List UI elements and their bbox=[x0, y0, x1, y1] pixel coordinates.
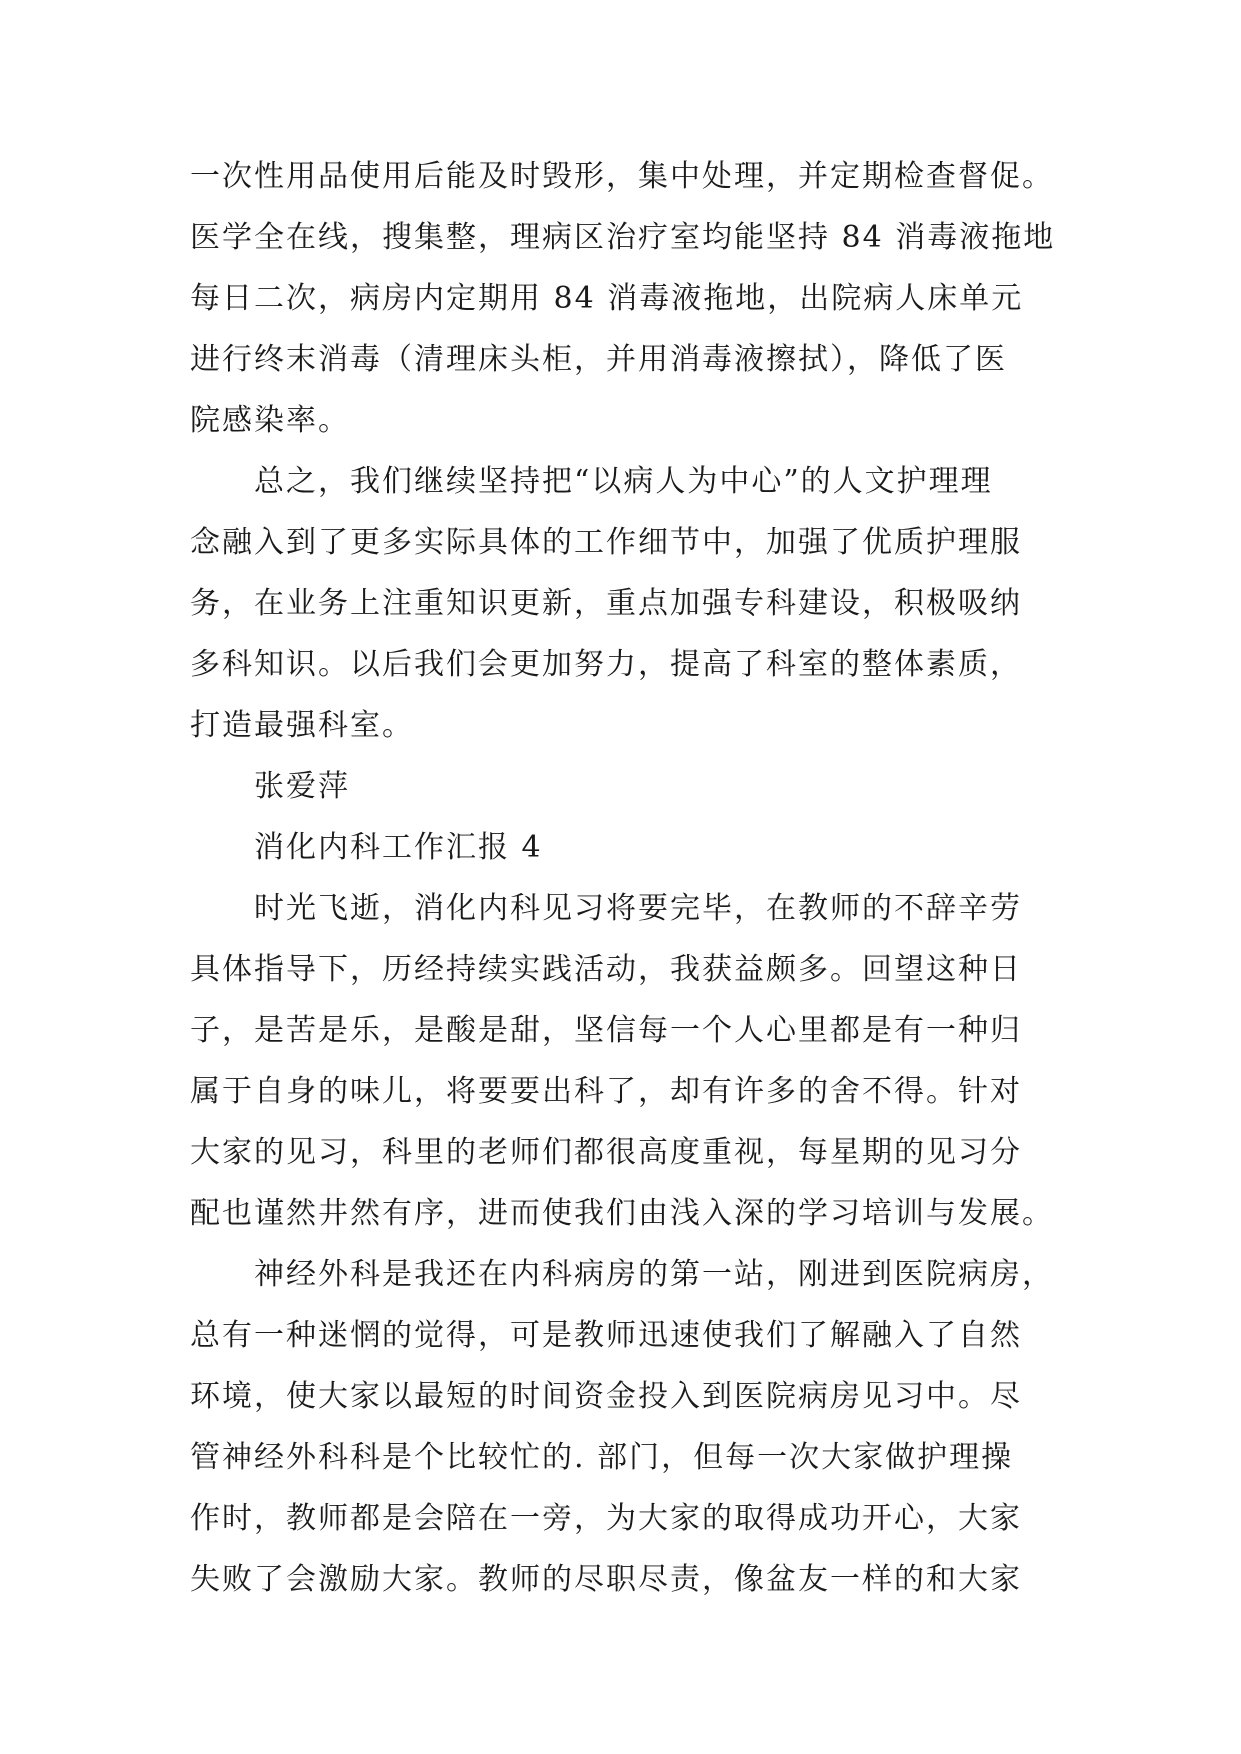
document-body bbox=[190, 146, 1060, 1610]
text-line: 配也谨然井然有序，进而使我们由浅入深的学习培训与发展。 bbox=[190, 1196, 1054, 1231]
text-line: 具体指导下，历经持续实践活动，我获益颇多。回望这种日 bbox=[190, 952, 1022, 987]
text-line: 打造最强科室。 bbox=[190, 708, 414, 743]
text-line: 多科知识。以后我们会更加努力，提高了科室的整体素质， bbox=[190, 647, 1022, 682]
text-line: 务，在业务上注重知识更新，重点加强专科建设，积极吸纳 bbox=[190, 586, 1022, 621]
text-line: 念融入到了更多实际具体的工作细节中，加强了优质护理服 bbox=[190, 525, 1022, 560]
paragraph-start: 神经外科是我还在内科病房的第一站，刚进到医院病房， bbox=[254, 1257, 1054, 1292]
paragraph-start: 时光飞逝，消化内科见习将要完毕，在教师的不辞辛劳 bbox=[254, 891, 1022, 926]
paragraph-start: 总之，我们继续坚持把“以病人为中心”的人文护理理 bbox=[254, 464, 993, 499]
section-title: 消化内科工作汇报 4 bbox=[254, 830, 543, 865]
text-line: 子，是苦是乐，是酸是甜，坚信每一个人心里都是有一种归 bbox=[190, 1013, 1022, 1048]
text-line: 失败了会激励大家。教师的尽职尽责，像盆友一样的和大家 bbox=[190, 1562, 1022, 1597]
text-line: 大家的见习，科里的老师们都很高度重视，每星期的见习分 bbox=[190, 1135, 1022, 1170]
text-line: 总有一种迷惘的觉得，可是教师迅速使我们了解融入了自然 bbox=[190, 1318, 1022, 1353]
text-line: 每日二次，病房内定期用 84 消毒液拖地，出院病人床单元 bbox=[190, 281, 1024, 316]
text-line: 属于自身的味儿，将要要出科了，却有许多的舍不得。针对 bbox=[190, 1074, 1022, 1109]
text-line: 进行终末消毒（清理床头柜，并用消毒液擦拭），降低了医 bbox=[190, 342, 1007, 377]
author-name: 张爱萍 bbox=[254, 769, 350, 804]
text-line: 管神经外科科是个比较忙的. 部门，但每一次大家做护理操 bbox=[190, 1440, 1014, 1475]
text-line: 一次性用品使用后能及时毁形，集中处理，并定期检查督促。 bbox=[190, 159, 1054, 194]
text-line: 院感染率。 bbox=[190, 403, 350, 438]
text-line: 环境，使大家以最短的时间资金投入到医院病房见习中。尽 bbox=[190, 1379, 1022, 1414]
text-line: 作时，教师都是会陪在一旁，为大家的取得成功开心，大家 bbox=[190, 1501, 1022, 1536]
text-line: 医学全在线，搜集整，理病区治疗室均能坚持 84 消毒液拖地 bbox=[190, 220, 1056, 255]
